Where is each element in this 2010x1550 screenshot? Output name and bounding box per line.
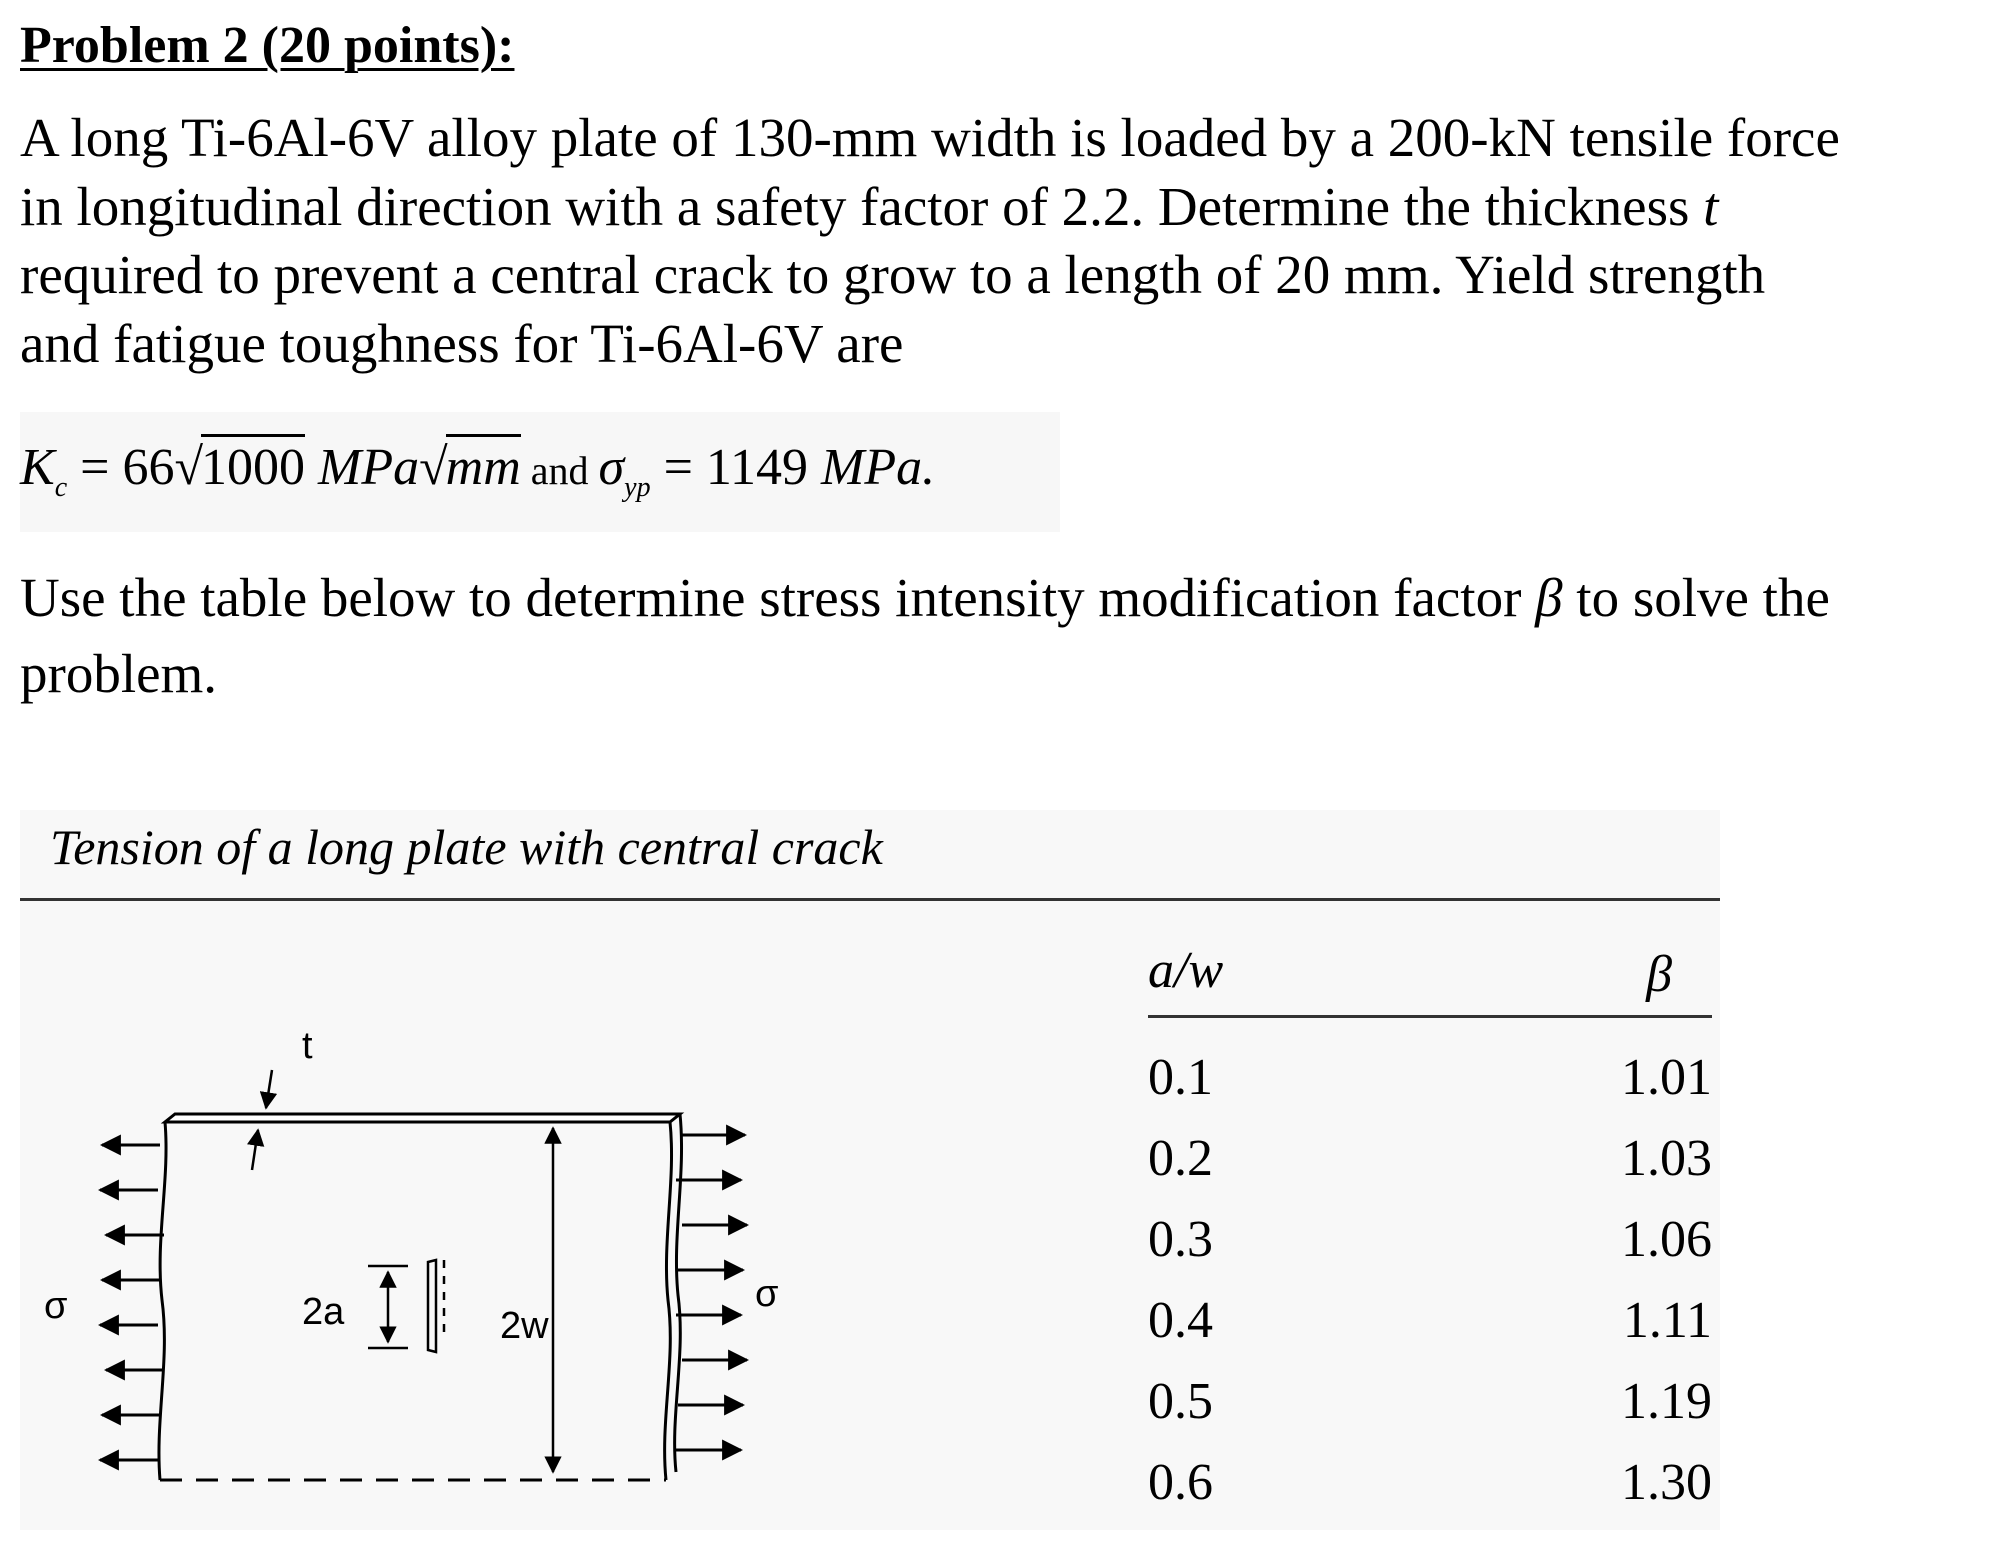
table-row <box>1148 1453 1712 1534</box>
thickness-label: t <box>302 1025 313 1067</box>
ratio-cell: 0.6 <box>1148 1454 1213 1511</box>
sigma-unit: MPa. <box>821 439 936 496</box>
beta-cell: 1.03 <box>1621 1130 1712 1187</box>
instruction-text <box>20 560 1995 712</box>
instruction-pre: Use the table below to determine stress intensity modification factor <box>20 567 1536 628</box>
crack-length-label: 2a <box>302 1291 345 1333</box>
plate-body <box>159 1114 682 1480</box>
figure-caption: Tension of a long plate with central crack <box>50 819 883 875</box>
col-header-beta: β <box>1646 946 1672 1003</box>
table-row <box>1148 1372 1712 1453</box>
beta-cell: 1.01 <box>1621 1049 1712 1106</box>
ratio-cell: 0.1 <box>1148 1049 1213 1106</box>
statement-line-3: required to prevent a central crack to grow to a length of 20 mm. Yield strength <box>20 244 1766 305</box>
sqrt-symbol-1: √ <box>174 439 203 496</box>
ratio-cell: 0.4 <box>1148 1292 1213 1349</box>
statement-line-2 <box>20 173 1995 242</box>
sigma-right-label: σ <box>755 1273 779 1315</box>
instruction-line-2: problem. <box>20 643 218 704</box>
beta-symbol: β <box>1535 567 1563 628</box>
table-row <box>1148 1048 1712 1129</box>
kc-equals: = 66 <box>67 439 175 496</box>
beta-table-body <box>1148 1018 1712 1534</box>
sigma-value: = 1149 <box>650 439 822 496</box>
kc-subscript: c <box>54 472 68 503</box>
instruction-line-1 <box>20 560 1995 636</box>
beta-cell: 1.30 <box>1621 1454 1712 1511</box>
beta-table <box>1148 935 1712 1534</box>
problem-title: Problem 2 (20 points): <box>20 17 515 74</box>
problem-statement <box>20 104 1995 378</box>
table-row <box>1148 1210 1712 1291</box>
kc-symbol: K <box>20 439 55 496</box>
sigma-symbol: σ <box>598 439 625 496</box>
thickness-symbol: t <box>1703 175 1719 237</box>
table-row <box>1148 1291 1712 1372</box>
kc-radicand: 1000 <box>201 434 305 496</box>
unit-mm: mm <box>446 434 521 496</box>
right-load-arrows <box>676 1135 747 1450</box>
ratio-cell: 0.5 <box>1148 1373 1213 1430</box>
beta-table-header <box>1148 935 1712 1018</box>
caption-rule <box>20 898 1720 901</box>
beta-cell: 1.11 <box>1622 1292 1712 1349</box>
ratio-cell: 0.2 <box>1148 1130 1213 1187</box>
left-load-arrows <box>100 1145 164 1460</box>
beta-cell: 1.19 <box>1621 1373 1712 1430</box>
material-properties-equation <box>20 412 1060 532</box>
sigma-subscript: yp <box>624 472 651 503</box>
sqrt-symbol-2: √ <box>419 439 448 496</box>
statement-line-4: and fatigue toughness for Ti-6Al-6V are <box>20 312 904 374</box>
table-row <box>1148 1129 1712 1210</box>
instruction-post: to solve the <box>1562 567 1830 628</box>
crack-dimension <box>368 1260 444 1352</box>
statement-line-2-text: in longitudinal direction with a safety factor of 2.2. Determine the thickness <box>20 175 1690 237</box>
plate-diagram <box>40 1010 800 1510</box>
unit-mpa: MPa <box>305 439 420 496</box>
plate-width-label: 2w <box>500 1305 549 1347</box>
beta-cell: 1.06 <box>1621 1211 1712 1268</box>
col-header-ratio: a/w <box>1148 942 1224 999</box>
and-word: and <box>520 448 599 493</box>
sigma-left-label: σ <box>44 1285 68 1327</box>
statement-line-1: A long Ti-6Al-6V alloy plate of 130-mm width is loaded by a 200-kN tensile force <box>20 107 1840 168</box>
ratio-cell: 0.3 <box>1148 1211 1213 1268</box>
